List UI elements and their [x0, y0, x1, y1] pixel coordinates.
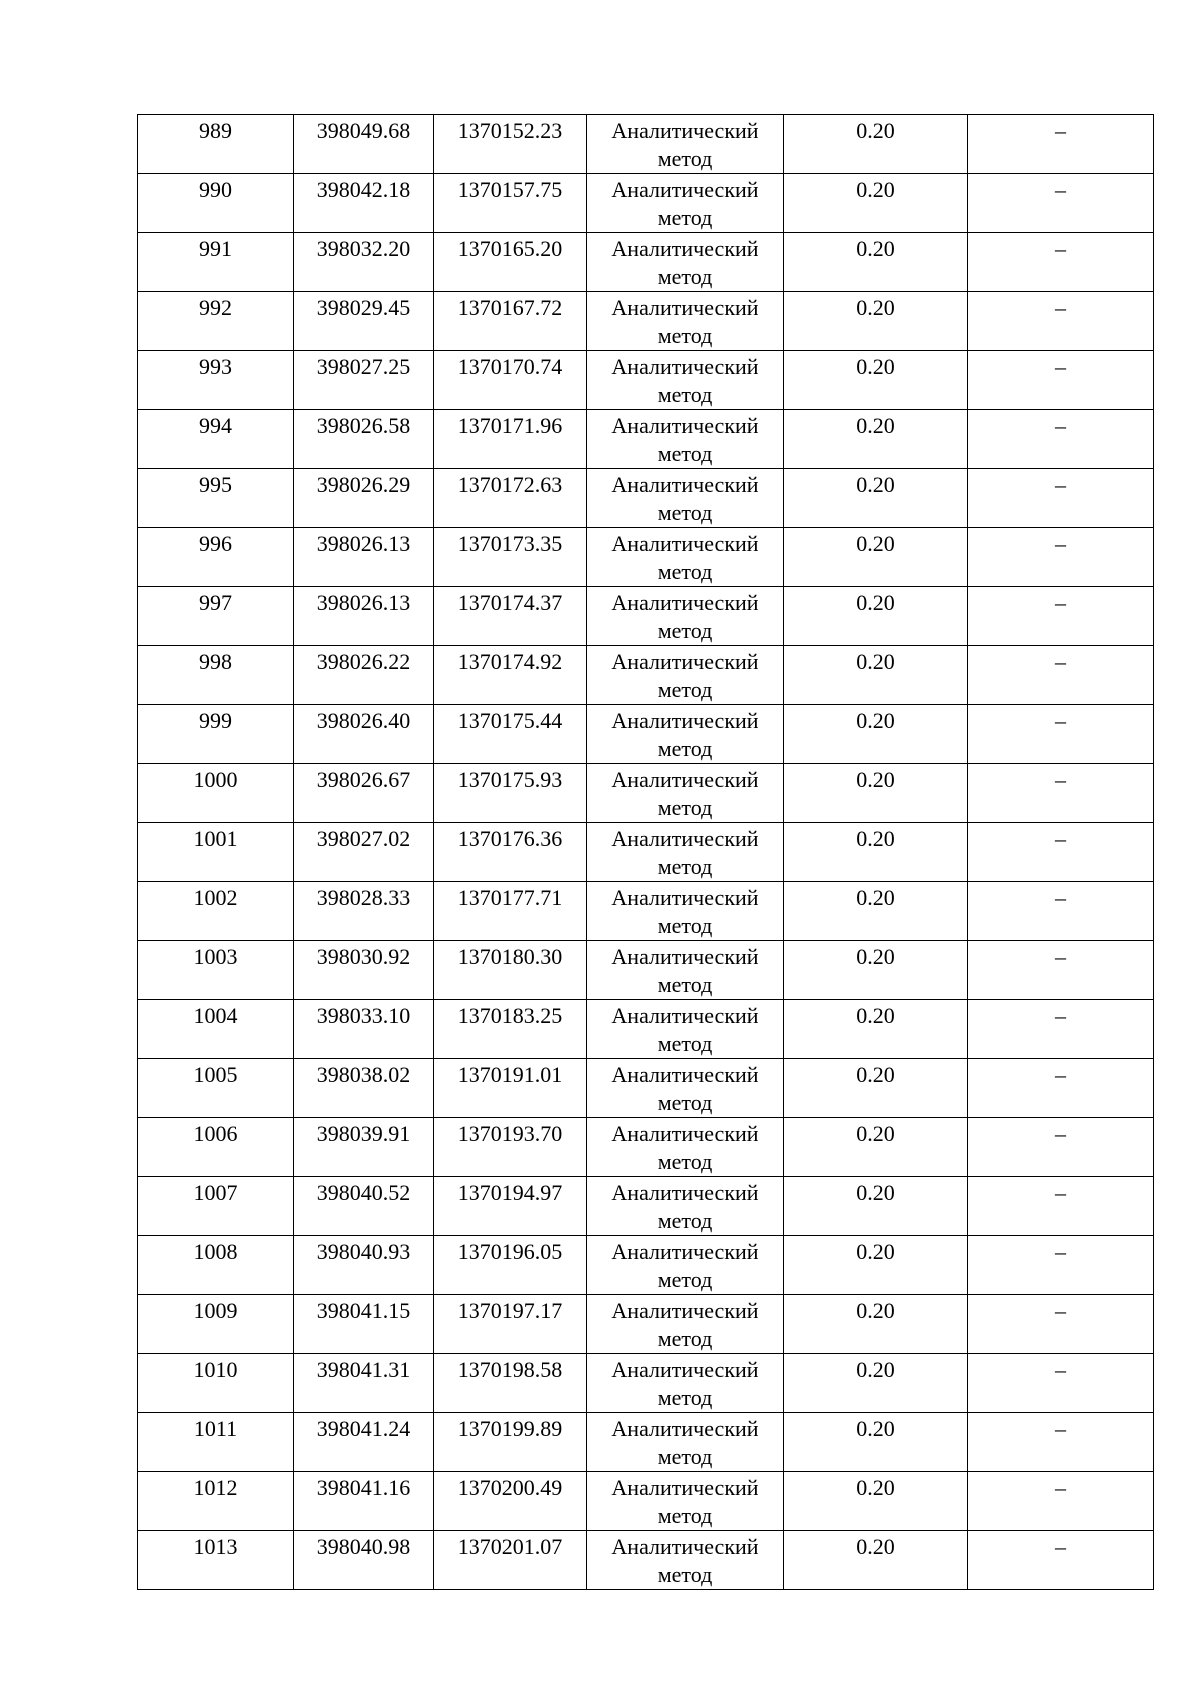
method-line-2: метод	[657, 1149, 713, 1174]
dash-mark: –	[1055, 295, 1066, 320]
x-coordinate-cell: 398029.45	[294, 292, 434, 351]
method-line-2: метод	[657, 146, 713, 171]
method-cell	[587, 528, 784, 587]
method-cell	[587, 705, 784, 764]
x-coordinate-cell: 398040.93	[294, 1236, 434, 1295]
x-coordinate-cell: 398028.33	[294, 882, 434, 941]
dash-mark: –	[1055, 1180, 1066, 1205]
dash-mark: –	[1055, 590, 1066, 615]
table-row	[138, 1413, 1154, 1472]
note-cell	[968, 1236, 1154, 1295]
accuracy-cell: 0.20	[784, 1000, 968, 1059]
x-coordinate-cell: 398027.25	[294, 351, 434, 410]
table-row	[138, 233, 1154, 292]
accuracy-cell: 0.20	[784, 882, 968, 941]
point-number-cell: 1008	[138, 1236, 294, 1295]
point-number-cell: 994	[138, 410, 294, 469]
note-cell	[968, 1059, 1154, 1118]
dash-mark: –	[1055, 885, 1066, 910]
method-cell	[587, 587, 784, 646]
table-row	[138, 1236, 1154, 1295]
method-line-1: Аналитический	[611, 944, 759, 969]
point-number-cell: 999	[138, 705, 294, 764]
point-number-cell: 1011	[138, 1413, 294, 1472]
accuracy-cell: 0.20	[784, 1413, 968, 1472]
method-cell	[587, 646, 784, 705]
method-line-1: Аналитический	[611, 590, 759, 615]
accuracy-cell: 0.20	[784, 1177, 968, 1236]
dash-mark: –	[1055, 1475, 1066, 1500]
method-line-2: метод	[657, 854, 713, 879]
point-number-cell: 1006	[138, 1118, 294, 1177]
table-row	[138, 174, 1154, 233]
y-coordinate-cell: 1370170.74	[434, 351, 587, 410]
note-cell	[968, 1531, 1154, 1590]
dash-mark: –	[1055, 1298, 1066, 1323]
note-cell	[968, 587, 1154, 646]
dash-mark: –	[1055, 826, 1066, 851]
method-line-2: метод	[657, 795, 713, 820]
note-cell	[968, 705, 1154, 764]
table-row	[138, 764, 1154, 823]
table-row	[138, 292, 1154, 351]
dash-mark: –	[1055, 531, 1066, 556]
point-number-cell: 1004	[138, 1000, 294, 1059]
accuracy-cell: 0.20	[784, 823, 968, 882]
table-row	[138, 705, 1154, 764]
accuracy-cell: 0.20	[784, 1059, 968, 1118]
point-number-cell: 990	[138, 174, 294, 233]
method-line-1: Аналитический	[611, 413, 759, 438]
y-coordinate-cell: 1370175.93	[434, 764, 587, 823]
x-coordinate-cell: 398041.15	[294, 1295, 434, 1354]
method-cell	[587, 882, 784, 941]
x-coordinate-cell: 398030.92	[294, 941, 434, 1000]
point-number-cell: 1010	[138, 1354, 294, 1413]
dash-mark: –	[1055, 1357, 1066, 1382]
note-cell	[968, 528, 1154, 587]
note-cell	[968, 1000, 1154, 1059]
accuracy-cell: 0.20	[784, 292, 968, 351]
point-number-cell: 1009	[138, 1295, 294, 1354]
note-cell	[968, 1295, 1154, 1354]
method-line-2: метод	[657, 1208, 713, 1233]
method-line-2: метод	[657, 618, 713, 643]
x-coordinate-cell: 398041.31	[294, 1354, 434, 1413]
x-coordinate-cell: 398040.98	[294, 1531, 434, 1590]
point-number-cell: 996	[138, 528, 294, 587]
y-coordinate-cell: 1370171.96	[434, 410, 587, 469]
y-coordinate-cell: 1370174.92	[434, 646, 587, 705]
note-cell	[968, 1177, 1154, 1236]
y-coordinate-cell: 1370157.75	[434, 174, 587, 233]
x-coordinate-cell: 398026.67	[294, 764, 434, 823]
method-cell	[587, 1531, 784, 1590]
point-number-cell: 997	[138, 587, 294, 646]
method-line-1: Аналитический	[611, 177, 759, 202]
y-coordinate-cell: 1370177.71	[434, 882, 587, 941]
method-line-2: метод	[657, 264, 713, 289]
dash-mark: –	[1055, 1121, 1066, 1146]
y-coordinate-cell: 1370194.97	[434, 1177, 587, 1236]
method-cell	[587, 1236, 784, 1295]
table-row	[138, 941, 1154, 1000]
y-coordinate-cell: 1370152.23	[434, 115, 587, 174]
method-line-1: Аналитический	[611, 1003, 759, 1028]
note-cell	[968, 646, 1154, 705]
method-line-1: Аналитический	[611, 649, 759, 674]
method-cell	[587, 1000, 784, 1059]
x-coordinate-cell: 398040.52	[294, 1177, 434, 1236]
note-cell	[968, 882, 1154, 941]
dash-mark: –	[1055, 1534, 1066, 1559]
point-number-cell: 991	[138, 233, 294, 292]
accuracy-cell: 0.20	[784, 351, 968, 410]
table-row	[138, 882, 1154, 941]
accuracy-cell: 0.20	[784, 528, 968, 587]
note-cell	[968, 351, 1154, 410]
x-coordinate-cell: 398026.22	[294, 646, 434, 705]
method-line-1: Аналитический	[611, 1475, 759, 1500]
x-coordinate-cell: 398033.10	[294, 1000, 434, 1059]
table-row	[138, 410, 1154, 469]
method-line-2: метод	[657, 1267, 713, 1292]
method-line-1: Аналитический	[611, 354, 759, 379]
table-row	[138, 587, 1154, 646]
method-line-1: Аналитический	[611, 1121, 759, 1146]
method-cell	[587, 351, 784, 410]
method-line-1: Аналитический	[611, 767, 759, 792]
x-coordinate-cell: 398042.18	[294, 174, 434, 233]
method-line-2: метод	[657, 677, 713, 702]
table-row	[138, 1531, 1154, 1590]
method-cell	[587, 1118, 784, 1177]
dash-mark: –	[1055, 944, 1066, 969]
y-coordinate-cell: 1370200.49	[434, 1472, 587, 1531]
accuracy-cell: 0.20	[784, 1118, 968, 1177]
method-cell	[587, 941, 784, 1000]
y-coordinate-cell: 1370201.07	[434, 1531, 587, 1590]
method-line-1: Аналитический	[611, 885, 759, 910]
method-line-2: метод	[657, 559, 713, 584]
y-coordinate-cell: 1370175.44	[434, 705, 587, 764]
y-coordinate-cell: 1370167.72	[434, 292, 587, 351]
x-coordinate-cell: 398039.91	[294, 1118, 434, 1177]
point-number-cell: 995	[138, 469, 294, 528]
method-line-2: метод	[657, 1385, 713, 1410]
note-cell	[968, 1472, 1154, 1531]
table-row	[138, 1059, 1154, 1118]
y-coordinate-cell: 1370197.17	[434, 1295, 587, 1354]
table-row	[138, 469, 1154, 528]
method-line-2: метод	[657, 205, 713, 230]
method-line-1: Аналитический	[611, 1357, 759, 1382]
accuracy-cell: 0.20	[784, 587, 968, 646]
point-number-cell: 1001	[138, 823, 294, 882]
accuracy-cell: 0.20	[784, 1531, 968, 1590]
method-line-2: метод	[657, 1444, 713, 1469]
table-row	[138, 528, 1154, 587]
x-coordinate-cell: 398049.68	[294, 115, 434, 174]
coordinates-table	[137, 114, 1154, 1590]
accuracy-cell: 0.20	[784, 469, 968, 528]
note-cell	[968, 469, 1154, 528]
accuracy-cell: 0.20	[784, 941, 968, 1000]
dash-mark: –	[1055, 1003, 1066, 1028]
method-line-1: Аналитический	[611, 1062, 759, 1087]
note-cell	[968, 823, 1154, 882]
point-number-cell: 1005	[138, 1059, 294, 1118]
point-number-cell: 1002	[138, 882, 294, 941]
method-line-1: Аналитический	[611, 1180, 759, 1205]
method-line-2: метод	[657, 1562, 713, 1587]
dash-mark: –	[1055, 1239, 1066, 1264]
note-cell	[968, 1413, 1154, 1472]
y-coordinate-cell: 1370176.36	[434, 823, 587, 882]
method-line-1: Аналитический	[611, 1534, 759, 1559]
y-coordinate-cell: 1370165.20	[434, 233, 587, 292]
table-row	[138, 1000, 1154, 1059]
x-coordinate-cell: 398038.02	[294, 1059, 434, 1118]
y-coordinate-cell: 1370191.01	[434, 1059, 587, 1118]
method-cell	[587, 469, 784, 528]
x-coordinate-cell: 398026.29	[294, 469, 434, 528]
method-line-1: Аналитический	[611, 1239, 759, 1264]
method-cell	[587, 233, 784, 292]
method-cell	[587, 764, 784, 823]
y-coordinate-cell: 1370180.30	[434, 941, 587, 1000]
x-coordinate-cell: 398026.13	[294, 528, 434, 587]
dash-mark: –	[1055, 236, 1066, 261]
table-body	[138, 115, 1154, 1590]
method-cell	[587, 1177, 784, 1236]
note-cell	[968, 764, 1154, 823]
method-line-1: Аналитический	[611, 472, 759, 497]
method-line-2: метод	[657, 736, 713, 761]
y-coordinate-cell: 1370174.37	[434, 587, 587, 646]
x-coordinate-cell: 398041.16	[294, 1472, 434, 1531]
method-line-2: метод	[657, 972, 713, 997]
table-row	[138, 1354, 1154, 1413]
x-coordinate-cell: 398026.13	[294, 587, 434, 646]
method-line-2: метод	[657, 441, 713, 466]
method-line-2: метод	[657, 913, 713, 938]
method-cell	[587, 1472, 784, 1531]
y-coordinate-cell: 1370193.70	[434, 1118, 587, 1177]
note-cell	[968, 1118, 1154, 1177]
dash-mark: –	[1055, 413, 1066, 438]
dash-mark: –	[1055, 767, 1066, 792]
method-cell	[587, 174, 784, 233]
x-coordinate-cell: 398032.20	[294, 233, 434, 292]
accuracy-cell: 0.20	[784, 646, 968, 705]
y-coordinate-cell: 1370198.58	[434, 1354, 587, 1413]
point-number-cell: 993	[138, 351, 294, 410]
x-coordinate-cell: 398041.24	[294, 1413, 434, 1472]
method-line-2: метод	[657, 500, 713, 525]
method-line-1: Аналитический	[611, 708, 759, 733]
note-cell	[968, 1354, 1154, 1413]
method-line-2: метод	[657, 382, 713, 407]
y-coordinate-cell: 1370199.89	[434, 1413, 587, 1472]
method-line-2: метод	[657, 323, 713, 348]
x-coordinate-cell: 398026.58	[294, 410, 434, 469]
accuracy-cell: 0.20	[784, 764, 968, 823]
point-number-cell: 1013	[138, 1531, 294, 1590]
note-cell	[968, 233, 1154, 292]
accuracy-cell: 0.20	[784, 410, 968, 469]
accuracy-cell: 0.20	[784, 174, 968, 233]
table-row	[138, 1472, 1154, 1531]
x-coordinate-cell: 398027.02	[294, 823, 434, 882]
method-line-1: Аналитический	[611, 236, 759, 261]
dash-mark: –	[1055, 118, 1066, 143]
method-line-1: Аналитический	[611, 826, 759, 851]
point-number-cell: 998	[138, 646, 294, 705]
note-cell	[968, 174, 1154, 233]
table-row	[138, 1295, 1154, 1354]
method-line-2: метод	[657, 1031, 713, 1056]
method-cell	[587, 1354, 784, 1413]
y-coordinate-cell: 1370173.35	[434, 528, 587, 587]
dash-mark: –	[1055, 354, 1066, 379]
accuracy-cell: 0.20	[784, 705, 968, 764]
method-line-1: Аналитический	[611, 118, 759, 143]
method-line-2: метод	[657, 1090, 713, 1115]
dash-mark: –	[1055, 472, 1066, 497]
accuracy-cell: 0.20	[784, 115, 968, 174]
note-cell	[968, 410, 1154, 469]
method-cell	[587, 1295, 784, 1354]
x-coordinate-cell: 398026.40	[294, 705, 434, 764]
accuracy-cell: 0.20	[784, 1354, 968, 1413]
method-line-2: метод	[657, 1326, 713, 1351]
accuracy-cell: 0.20	[784, 1295, 968, 1354]
table-row	[138, 1118, 1154, 1177]
method-cell	[587, 823, 784, 882]
point-number-cell: 1003	[138, 941, 294, 1000]
method-cell	[587, 1413, 784, 1472]
method-cell	[587, 115, 784, 174]
dash-mark: –	[1055, 1062, 1066, 1087]
method-line-1: Аналитический	[611, 531, 759, 556]
method-cell	[587, 1059, 784, 1118]
point-number-cell: 1000	[138, 764, 294, 823]
method-cell	[587, 410, 784, 469]
dash-mark: –	[1055, 649, 1066, 674]
accuracy-cell: 0.20	[784, 233, 968, 292]
y-coordinate-cell: 1370172.63	[434, 469, 587, 528]
point-number-cell: 1007	[138, 1177, 294, 1236]
note-cell	[968, 941, 1154, 1000]
y-coordinate-cell: 1370183.25	[434, 1000, 587, 1059]
table-row	[138, 351, 1154, 410]
method-line-2: метод	[657, 1503, 713, 1528]
dash-mark: –	[1055, 1416, 1066, 1441]
table-row	[138, 1177, 1154, 1236]
point-number-cell: 992	[138, 292, 294, 351]
note-cell	[968, 115, 1154, 174]
accuracy-cell: 0.20	[784, 1236, 968, 1295]
method-line-1: Аналитический	[611, 1298, 759, 1323]
table-row	[138, 823, 1154, 882]
point-number-cell: 989	[138, 115, 294, 174]
y-coordinate-cell: 1370196.05	[434, 1236, 587, 1295]
table-row	[138, 115, 1154, 174]
dash-mark: –	[1055, 177, 1066, 202]
table-row	[138, 646, 1154, 705]
dash-mark: –	[1055, 708, 1066, 733]
point-number-cell: 1012	[138, 1472, 294, 1531]
method-line-1: Аналитический	[611, 1416, 759, 1441]
method-line-1: Аналитический	[611, 295, 759, 320]
note-cell	[968, 292, 1154, 351]
method-cell	[587, 292, 784, 351]
accuracy-cell: 0.20	[784, 1472, 968, 1531]
